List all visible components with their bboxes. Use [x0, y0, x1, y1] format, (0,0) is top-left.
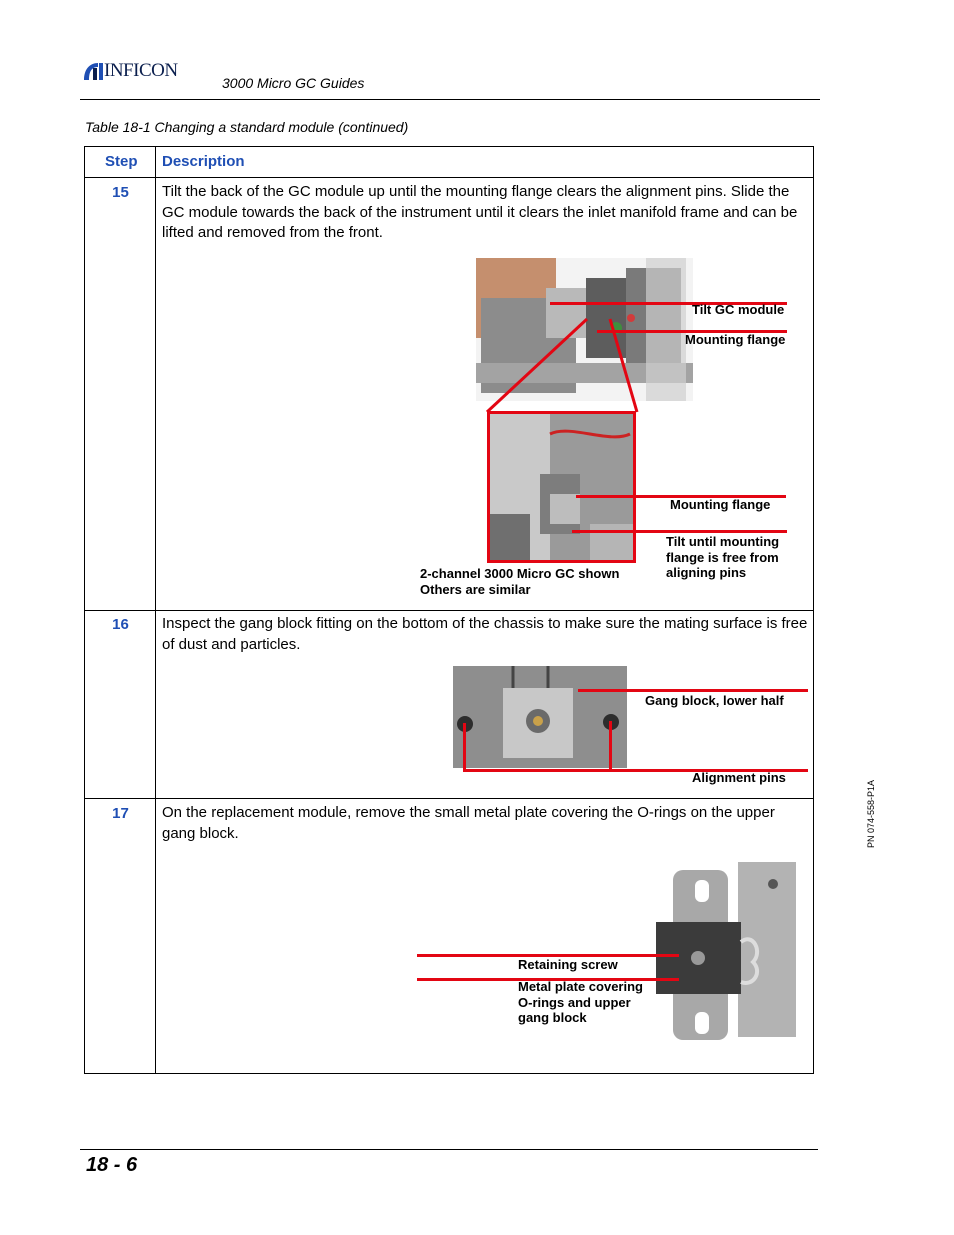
callout-line-gang-block — [578, 689, 808, 692]
callout-gang-block: Gang block, lower half — [645, 693, 784, 708]
callout-mounting-flange-detail: Mounting flange — [670, 497, 771, 512]
callout-metal-plate: Metal plate covering O-rings and upper gang block — [518, 979, 643, 1025]
step-number: 17 — [112, 805, 129, 822]
logo-text: INFICON — [104, 60, 178, 81]
callout-alignment-pins: Alignment pins — [692, 770, 786, 785]
page-number: 18 - 6 — [86, 1154, 138, 1176]
header-divider — [80, 99, 820, 100]
header-row-divider — [85, 177, 813, 178]
callout-tilt-gc-module: Tilt GC module — [692, 302, 785, 317]
step-number: 16 — [112, 616, 129, 633]
step-number: 15 — [112, 184, 129, 201]
steps-table — [84, 146, 814, 1074]
row-divider — [85, 798, 813, 799]
header-title: 3000 Micro GC Guides — [222, 75, 365, 91]
column-header-description: Description — [162, 153, 245, 170]
part-number: PN 074-558-P1A — [866, 779, 876, 848]
row-divider — [85, 610, 813, 611]
table-caption: Table 18-1 Changing a standard module (continued) — [85, 119, 409, 135]
column-header-step: Step — [105, 153, 138, 170]
footer-divider — [80, 1149, 818, 1150]
callout-retaining-screw: Retaining screw — [518, 957, 618, 972]
step-description: Inspect the gang block fitting on the bottom of the chassis to make sure the mating surface is free of dust and particles. — [162, 615, 808, 653]
photo-caption-line1: 2-channel 3000 Micro GC shown — [420, 566, 620, 581]
callout-line-tilt-until — [572, 530, 787, 533]
callout-line-alignment-pin-right — [609, 721, 612, 771]
step-description: On the replacement module, remove the small metal plate covering the O-rings on the upper gang block. — [162, 804, 775, 842]
callout-tilt-until: Tilt until mounting flange is free from aligning pins — [666, 534, 780, 580]
photo-caption-line2: Others are similar — [420, 582, 531, 597]
step-description: Tilt the back of the GC module up until the mounting flange clears the alignment pins. Slide the GC module towards the back of the instrument until it clears the inlet manifold frame and can be lifted and removed from the front. — [162, 183, 798, 241]
mounting-flange-detail-photo — [487, 411, 636, 563]
gang-block-photo — [453, 666, 627, 768]
callout-line-alignment-pin-left — [463, 723, 466, 771]
callout-mounting-flange: Mounting flange — [685, 332, 786, 347]
inficon-logo — [82, 60, 194, 82]
inficon-logo-mark-icon — [82, 61, 104, 81]
